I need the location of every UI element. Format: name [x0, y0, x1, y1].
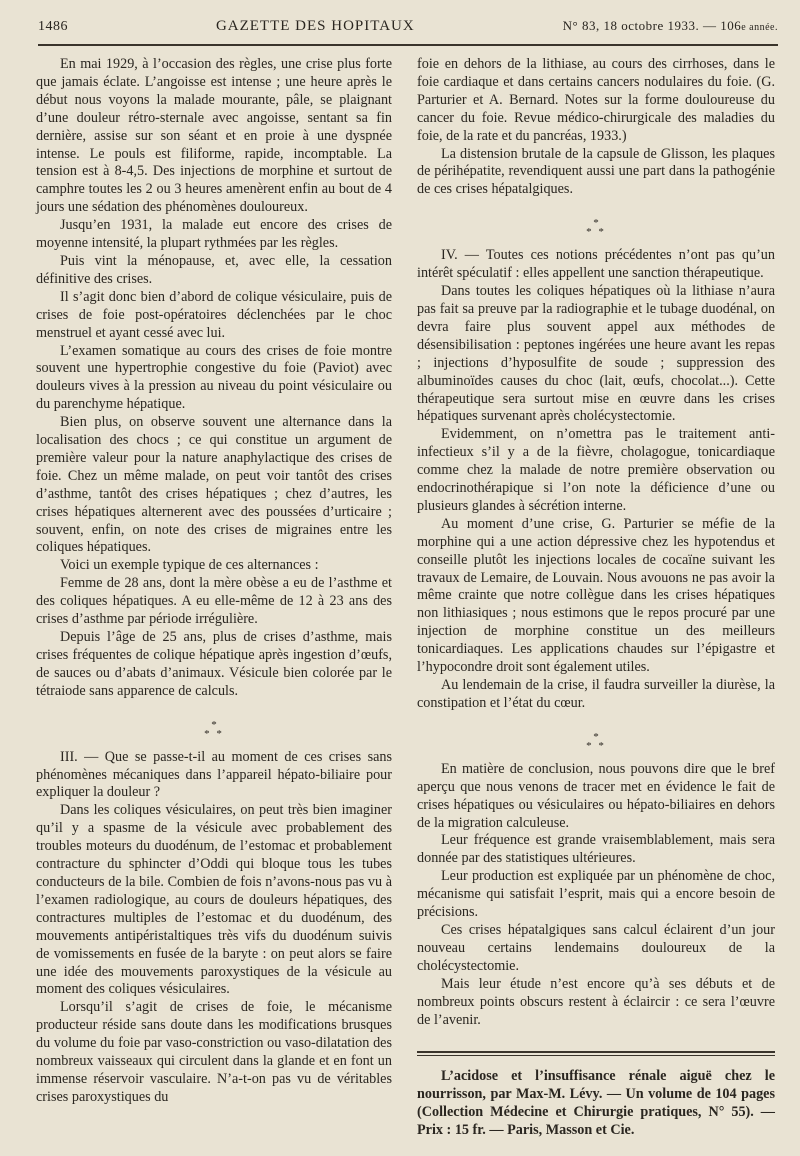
- header-rule: [38, 44, 778, 46]
- separator-star: *: [211, 718, 217, 731]
- separator-stars: * *: [586, 226, 606, 239]
- paragraph: Voici un exemple typique de ces alternances :: [60, 557, 319, 574]
- section-separator: [417, 219, 775, 237]
- separator-star: *: [593, 730, 599, 743]
- section-separator: [36, 718, 392, 740]
- paragraph: Depuis l’âge de 25 ans, plus de crises d’asthme, mais crises fréquentes de colique hépatique après ingestion d’œufs, de sauces ou d’abats d’animaux. Vésicule bien colorée par le tétraiode sans apparence de calculs.: [36, 629, 392, 699]
- paragraph: Au moment d’une crise, G. Parturier se méfie de la morphine qui a une action dépressive chez les hypotendus et conseille plutôt les injections locales de cocaïne suivant les travaux de Lemaire, de Louvain. Nous avouons ne pas avoir la même crainte que notre collègue dans les crises hépatiques non lithiasiques ; nous estimons que le repos procuré par une injection de morphine constitue un des meilleurs tonicardiaques. Les applications chaudes sur l’épigastre et l’hypocondre droit sont également utiles.: [417, 515, 775, 676]
- paragraph: Il s’agit donc bien d’abord de colique vésiculaire, puis de crises de foie post-opératoires déclenchées par le choc menstruel et ayant cessé avec lui.: [36, 288, 392, 341]
- paragraph: En mai 1929, à l’occasion des règles, une crise plus forte que jamais éclate. L’angoisse est intense ; une heure après le début nous voyons la malade mourante, pâle, se plaignant d’une douleur rétro-sternale avec angoisse, sentant sa fin dernière, assise sur son séant et en proie à une dyspnée intense. Le pouls est filiforme, rapide, incomptable. La tension est à 8-4,5. Des injections de morphine et surtout de camphre toutes les 2 ou 3 heures amenèrent enfin au bout de 4 jours une sédation des phénomènes douloureux.: [36, 56, 392, 216]
- paragraph: Dans les coliques vésiculaires, on peut très bien imaginer qu’il y a spasme de la vésicule avec probablement des troubles moteurs du duodénum, de l’estomac et probablement contracture du sphincter d’Oddi qui bloque tous les tubes conducteurs de la bile. Combien de fois n’avons-nous pas vu à l’examen radiologique, au cours de douleurs hépatiques, des contractures multiples de l’estomac et du duodénum, des mouvements antipéristaltiques très vifs du duodénum suivis de vomissements en fusée de la baryte : on peut alors se faire une idée des mouvements paroxystiques de la vésicule au moment des coliques vésiculaires.: [36, 802, 392, 998]
- book-notice: L’acidose et l’insuffisance rénale aiguë chez le nourrisson, par Max-M. Lévy. — Un volume de 104 pages (Collection Médecine et Chirurgie pratiques, N° 55). — Prix : 15 fr. — Paris, Masson et Cie.: [417, 1068, 775, 1139]
- paragraph: L’examen somatique au cours des crises de foie montre souvent une hypertrophie congestive du foie (Paviot) avec douleurs vives à la pression au niveau du point vésiculaire ou du parenchyme hépatique.: [36, 342, 392, 413]
- paragraph: Mais leur étude n’est encore qu’à ses débuts et de nombreux points obscurs restent à éclaircir : ce sera l’œuvre de l’avenir.: [417, 975, 775, 1028]
- paragraph: Femme de 28 ans, dont la mère obèse a eu de l’asthme et des coliques hépatiques. A eu elle-même de 12 à 23 ans des crises d’asthme par période irrégulière.: [36, 575, 392, 628]
- section-separator: [417, 730, 775, 752]
- page-header: [38, 18, 778, 40]
- paragraph: Puis vint la ménopause, et, avec elle, la cessation définitive des crises.: [36, 252, 392, 287]
- issue-info: [563, 18, 778, 34]
- paragraph: Evidemment, on n’omettra pas le traitement anti-infectieux s’il y a de la fièvre, cholagogue, tonicardiaque comme chez la malade de notre première observation ou endocrinothérapique si l’on note la déficience d’une ou plusieurs glandes à sécrétion interne.: [417, 426, 775, 514]
- paragraph: IV. — Toutes ces notions précédentes n’ont pas qu’un intérêt spéculatif : elles appellent une sanction thérapeutique.: [417, 247, 775, 282]
- paragraph: foie en dehors de la lithiase, au cours des cirrhoses, dans le foie cardiaque et dans certains cancers nodulaires du foie. (G. Parturier et A. Bernard. Notes sur la forme douloureuse du cancer du foie. Revue médico-chirurgicale des maladies du foie, de la rate et du pancréas, 1933.): [417, 56, 775, 144]
- left-column: [36, 56, 392, 1107]
- paragraph: Jusqu’en 1931, la malade eut encore des crises de moyenne intensité, la plupart rythmées par les règles.: [36, 217, 392, 252]
- paragraph: Leur fréquence est grande vraisemblablement, mais sera donnée par des statistiques ultérieures.: [417, 832, 775, 867]
- paragraph: III. — Que se passe-t-il au moment de ces crises sans phénomènes mécaniques dans l’appareil hépato-biliaire pour expliquer la douleur ?: [36, 748, 392, 801]
- paragraph: Leur production est expliquée par un phénomène de choc, mécanisme qui satisfait l’esprit, mais qui a encore besoin de précisions.: [417, 868, 775, 921]
- end-rule: [417, 1051, 775, 1056]
- right-column: [417, 56, 775, 1140]
- page-number: 1486: [38, 19, 68, 34]
- paragraph: Ces crises hépatalgiques sans calcul éclairent d’un jour nouveau certains lendemains douloureux de la cholécystectomie.: [417, 921, 775, 974]
- separator-star: *: [593, 217, 599, 230]
- paragraph: Dans toutes les coliques hépatiques où la lithiase n’aura pas fait sa preuve par la radiographie et le tubage duodénal, on devra faire plus souvent appel aux méthodes de désensibilisation : peptones ingérées une heure avant les repas ; injections d’hyposulfite de soude ; suppression des albuminoïdes causes du choc (lait, œufs, chocolat...). Cette thérapeutique sera surtout mise en œuvre dans les crises hépatiques survenant après cholécystectomie.: [417, 283, 775, 425]
- separator-stars: * *: [204, 727, 224, 740]
- separator-stars: * *: [586, 739, 606, 752]
- paragraph: Bien plus, on observe souvent une alternance dans la localisation des chocs ; ce qui constitue un argument de première valeur pour la nature anaphylactique des crises de foie. Chez un même malade, on peut voir tantôt des crises d’asthme, tantôt des crises hépatiques ; chez d’autres, les crises hépatiques alternerent avec des poussées d’urticaire ; souvent, enfin, on note des crises de migraines entre les coliques hépatiques.: [36, 414, 392, 556]
- issue-number: N° 83, 18 octobre 1933. — 106: [562, 18, 742, 33]
- paragraph: En matière de conclusion, nous pouvons dire que le bref aperçu que nous venons de tracer met en évidence le fait de crises hépatiques ou vésiculaires ou hépato-biliaires en dehors de la migration calculeuse.: [417, 760, 775, 831]
- journal-title: GAZETTE DES HOPITAUX: [215, 18, 415, 34]
- paragraph: La distension brutale de la capsule de Glisson, les plaques de périhépatite, revendiquent aussi une part dans la pathogénie de ces crises hépatalgiques.: [417, 145, 775, 198]
- paragraph: Lorsqu’il s’agit de crises de foie, le mécanisme producteur réside sans doute dans les modifications brusques du volume du foie par vaso-constriction ou vaso-dilatation des nombreux vaisseaux qui circulent dans la glande et en font un immense réservoir vasculaire. N’a-t-on pas vu de véritables crises paroxystiques du: [36, 999, 392, 1105]
- issue-suffix: e année.: [741, 22, 778, 33]
- paragraph: Au lendemain de la crise, il faudra surveiller la diurèse, la constipation et l’état du cœur.: [417, 677, 775, 711]
